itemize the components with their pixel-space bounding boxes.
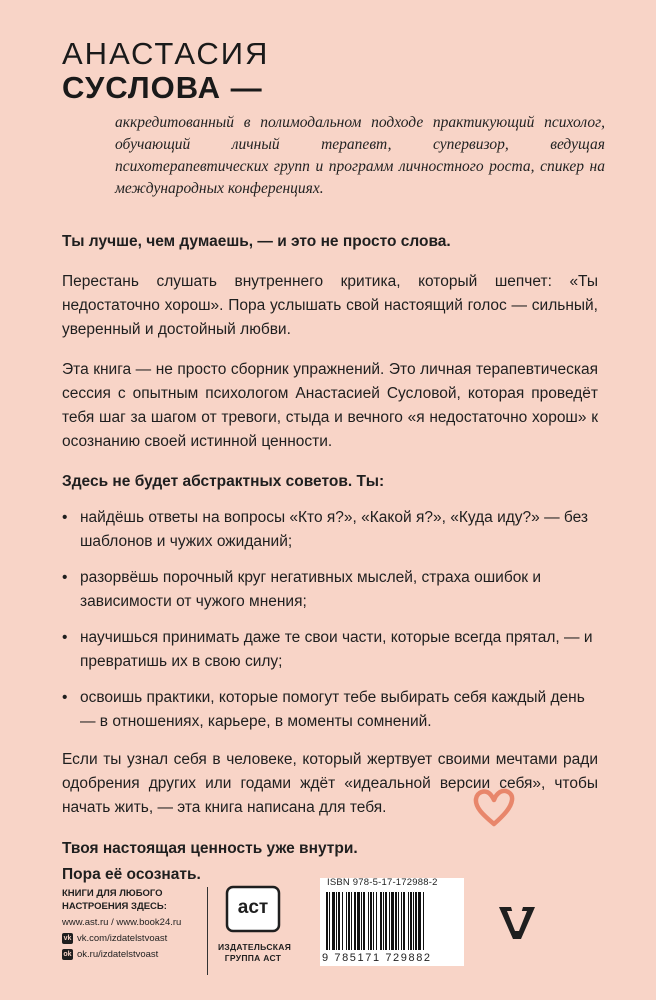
vk-link[interactable]: vk.com/izdatelstvoast bbox=[77, 933, 168, 944]
list-item: • найдёшь ответы на вопросы «Кто я?», «Какой я?», «Куда иду?» — без шаблонов и чужих ожиданий; bbox=[62, 506, 598, 554]
ok-link[interactable]: ok.ru/izdatelstvoast bbox=[77, 949, 159, 960]
barcode-number: 9 785171 729882 bbox=[322, 952, 432, 964]
list-item: • научишься принимать даже те свои части, которые всегда прятал, — и превратишь их в свою силу; bbox=[62, 626, 598, 674]
barcode-bar bbox=[361, 892, 362, 950]
closing-line-1: Твоя настоящая ценность уже внутри. bbox=[62, 840, 358, 857]
barcode-bar bbox=[357, 892, 360, 950]
heart-icon bbox=[472, 788, 516, 828]
barcode-bar bbox=[385, 892, 387, 950]
barcode-bar bbox=[380, 892, 382, 950]
barcode-bar bbox=[373, 892, 374, 950]
barcode-bar bbox=[342, 892, 343, 950]
footer-divider bbox=[207, 887, 208, 975]
author-last-name: СУСЛОВА — bbox=[62, 70, 263, 105]
list-item: • освоишь практики, которые помогут тебе выбирать себя каждый день — в отношениях, карьере, в моменты сомнений. bbox=[62, 686, 598, 734]
list-intro: Здесь не будет абстрактных советов. Ты: bbox=[62, 473, 385, 490]
barcode-bar bbox=[346, 892, 347, 950]
barcode-bar bbox=[326, 892, 328, 950]
list-item: • разорвёшь порочный круг негативных мыслей, страха ошибок и зависимости от чужого мнения; bbox=[62, 566, 598, 614]
author-first-name: АНАСТАСИЯ bbox=[62, 36, 270, 71]
isbn: ISBN 978-5-17-172988-2 bbox=[327, 877, 438, 888]
footer-contacts bbox=[62, 887, 202, 961]
barcode-bar bbox=[376, 892, 377, 950]
barcode-bar bbox=[415, 892, 417, 950]
paragraph-2: Эта книга — не просто сборник упражнений. Это личная терапевтическая сессия с опытным психологом Анастасией Сусловой, которая проведёт тебя шаг за шагом от тревоги, стыда и вечного «я недостаточно хорош» к осознанию своей истинной ценности. bbox=[62, 361, 598, 450]
barcode-bar bbox=[336, 892, 337, 950]
barcode-bar bbox=[338, 892, 340, 950]
annotation-text bbox=[62, 230, 598, 888]
publisher-name: ИЗДАТЕЛЬСКАЯ ГРУППА АСТ bbox=[218, 942, 292, 963]
author-bio: аккредитованный в полимодальном подходе практикующий психолог, обучающий личный терапевт, супервизор, ведущая психотерапевтических групп и программ личностного роста, спикер на международных конференциях. bbox=[115, 114, 605, 197]
barcode-bar bbox=[403, 892, 405, 950]
ok-icon: ok bbox=[63, 951, 72, 958]
paragraph-3: Если ты узнал себя в человеке, который жертвует своими мечтами ради одобрения других или годами ждёт «идеальной версии себя», чтобы начать жить, — эта книга написана для тебя. bbox=[62, 751, 598, 816]
barcode-bar bbox=[389, 892, 390, 950]
barcode-bar bbox=[332, 892, 335, 950]
barcode-bar bbox=[413, 892, 414, 950]
barcode-bar bbox=[391, 892, 394, 950]
benefits-list bbox=[62, 506, 598, 734]
barcode-bar bbox=[370, 892, 372, 950]
barcode-bar bbox=[423, 892, 424, 950]
barcode-bar bbox=[351, 892, 352, 950]
sites-link[interactable]: www.ast.ru / www.book24.ru bbox=[62, 917, 182, 928]
paragraph-1: Перестань слушать внутреннего критика, который шепчет: «Ты недостаточно хорош». Пора услышать свой настоящий голос — сильный, уверенный и достойный любви. bbox=[62, 273, 598, 338]
barcode-bar bbox=[383, 892, 384, 950]
vk-icon: vk bbox=[63, 935, 72, 942]
publisher-logo bbox=[218, 885, 292, 964]
barcode-bar bbox=[395, 892, 397, 950]
barcode-bar bbox=[418, 892, 421, 950]
barcode-bar bbox=[348, 892, 350, 950]
barcode-bar bbox=[401, 892, 402, 950]
closing-line-2: Пора её осознать. bbox=[62, 866, 201, 883]
vk-row[interactable] bbox=[62, 932, 202, 945]
ok-row[interactable] bbox=[62, 948, 202, 961]
barcode-bar bbox=[398, 892, 399, 950]
promo-text: КНИГИ ДЛЯ ЛЮБОГО НАСТРОЕНИЯ ЗДЕСЬ: bbox=[62, 888, 167, 912]
publisher-v-logo-icon bbox=[497, 905, 537, 941]
ast-logo-text: аст bbox=[237, 897, 269, 918]
barcode-bar bbox=[408, 892, 409, 950]
barcode-bar bbox=[368, 892, 369, 950]
barcode-bar bbox=[354, 892, 356, 950]
barcode-bar bbox=[410, 892, 412, 950]
intro-bold: Ты лучше, чем думаешь, — и это не просто слова. bbox=[62, 233, 451, 250]
barcode-bar bbox=[363, 892, 365, 950]
barcode-bar bbox=[329, 892, 330, 950]
